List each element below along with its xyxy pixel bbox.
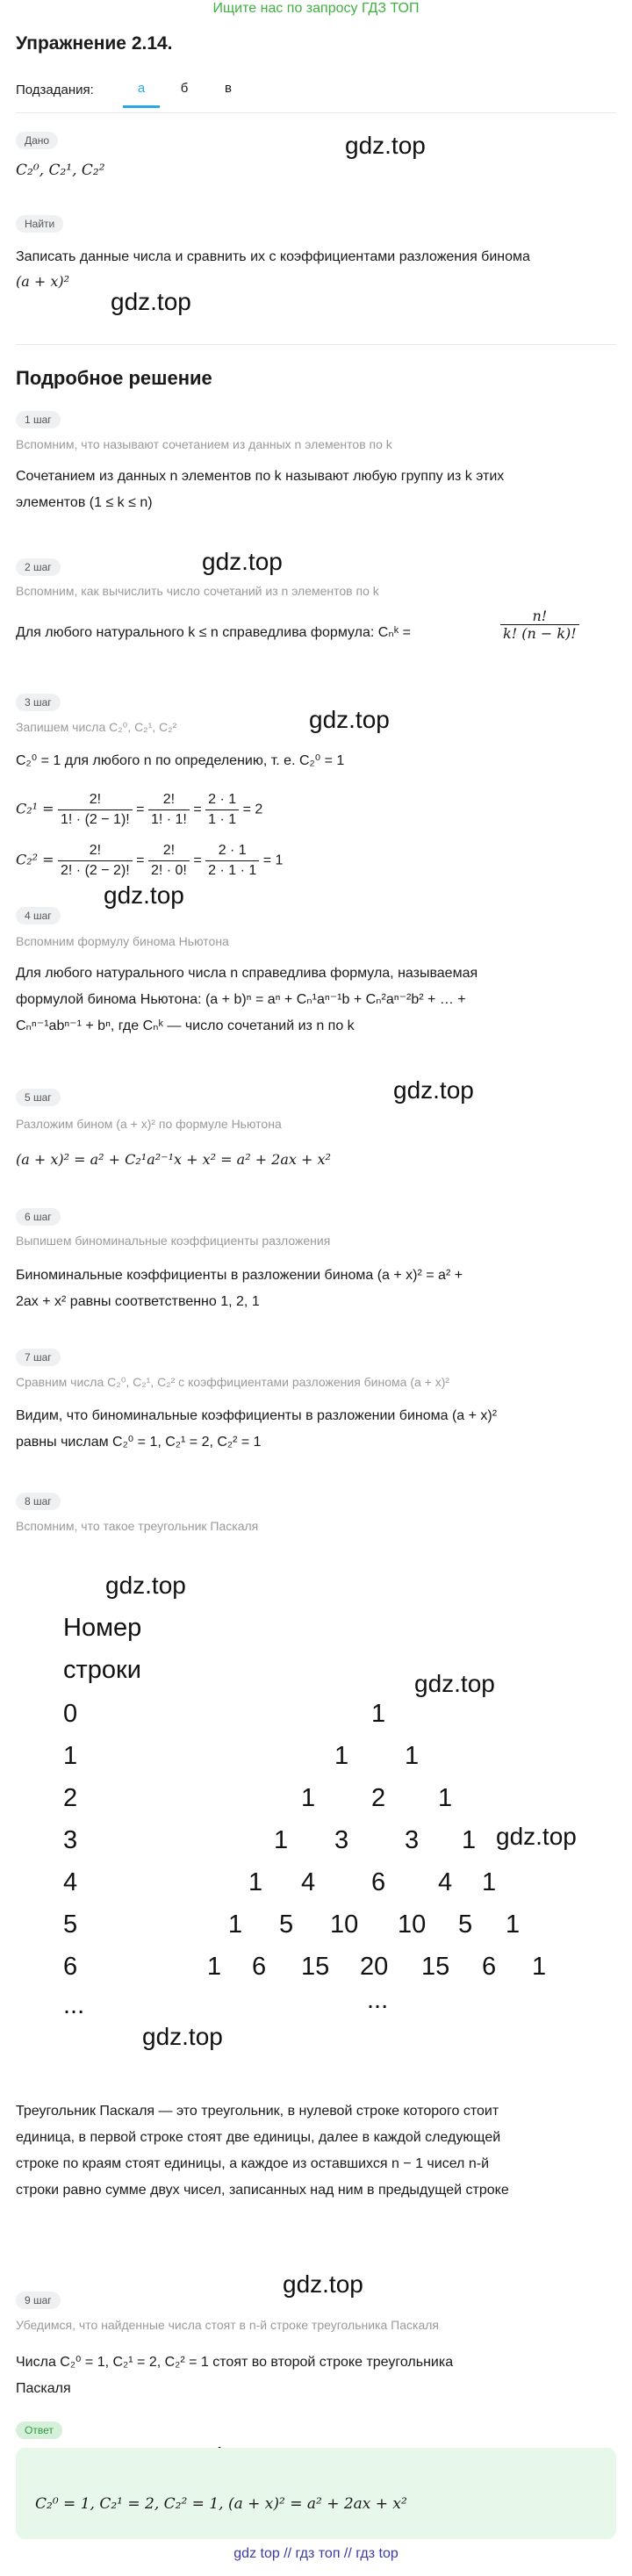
given-chip: Дано [16, 132, 58, 149]
step-hint: Вспомним, как вычислить число сочетаний из n элементов по k [16, 584, 379, 598]
answer-chip: Ответ [16, 2421, 62, 2439]
pascal-cell: 1 [228, 1910, 243, 1939]
watermark: gdz.top [393, 1076, 474, 1104]
page-title: Упражнение 2.14. [16, 33, 173, 54]
step-chip: 7 шаг [16, 1349, 61, 1366]
step-body: строке по краям стоят единицы, а каждое из оставшихся n − 1 чисел n-й [16, 2156, 489, 2171]
watermark: gdz.top [105, 1572, 186, 1599]
step-body: равны числам C₂⁰ = 1, C₂¹ = 2, C₂² = 1 [16, 1435, 262, 1450]
watermark: gdz.top [104, 881, 184, 909]
find-chip: Найти [16, 215, 63, 233]
step-body: Для любого натурального k ≤ n справедлива формула: Cₙᵏ = [16, 625, 411, 640]
pascal-row-number: 0 [63, 1700, 78, 1728]
find-math: (a + x)² [16, 273, 70, 290]
watermark: gdz.top [111, 288, 191, 315]
watermark: gdz.top [202, 548, 283, 575]
pascal-cell: 10 [398, 1910, 427, 1939]
pascal-cell: 1 [482, 1868, 497, 1896]
pascal-cell: 1 [207, 1953, 222, 1981]
fraction-numerator: n! [500, 608, 579, 625]
pascal-cell: 1 [334, 1742, 349, 1770]
formula-fraction [500, 608, 579, 642]
pascal-cell: 1 [462, 1826, 477, 1854]
step-hint: Разложим бином (a + x)² по формуле Ньютона [16, 1117, 282, 1131]
pascal-cell: 2 [371, 1784, 386, 1812]
promo-banner[interactable]: Ищите нас по запросу ГДЗ ТОП [212, 1, 420, 16]
solution-heading: Подробное решение [16, 367, 212, 389]
step-chip: 8 шаг [16, 1493, 61, 1510]
step-hint: Вспомним, что называют сочетанием из данных n элементов по k [16, 437, 392, 451]
watermark: gdz.top [283, 2270, 363, 2298]
pascal-row-number: 6 [63, 1953, 78, 1981]
step-body: Cₙⁿ⁻¹abⁿ⁻¹ + bⁿ, где Cₙᵏ — число сочетаний из n по k [16, 1018, 355, 1033]
step-body: (a + x)² = a² + C₂¹a²⁻¹x + x² = a² + 2ax + x² [16, 1151, 331, 1168]
pascal-cell: 1 [274, 1826, 289, 1854]
step-body: Паскаля [16, 2381, 71, 2396]
step-body: Треугольник Паскаля — это треугольник, в нулевой строке которого стоит [16, 2104, 499, 2119]
pascal-cell: 1 [248, 1868, 263, 1896]
given-values: C₂⁰, C₂¹, C₂² [16, 162, 105, 179]
watermark: gdz.top [496, 1823, 577, 1850]
subtasks-label: Подзадания: [16, 83, 94, 97]
find-text: Записать данные числа и сравнить их с коэффициентами разложения бинома [16, 249, 530, 264]
divider [16, 112, 616, 113]
pascal-cell: 4 [301, 1868, 316, 1896]
step-body: Видим, что биноминальные коэффициенты в разложении бинома (a + x)² [16, 1408, 498, 1423]
pascal-cell: 1 [371, 1700, 386, 1728]
step-body: единица, в первой строке стоят две единицы, далее в каждой следующей [16, 2130, 501, 2145]
c22-formula: C₂² = $\frac{2!}{2! \cdot (2 - 2)!}$ = $\frac{2!}{2! \cdot 0!}$ = $\frac{2 \cdot 1}{2 \cdot 1 \cdot 1}$ = 1 [16, 843, 284, 878]
step-hint: Вспомним формулу бинома Ньютона [16, 934, 229, 948]
watermark: gdz.top [309, 706, 390, 733]
step-chip: 1 шаг [16, 411, 61, 428]
step-body: Биноминальные коэффициенты в разложении бинома (a + x)² = a² + [16, 1268, 463, 1283]
step-hint: Выпишем биноминальные коэффициенты разложения [16, 1234, 331, 1248]
pascal-cell: 1 [506, 1910, 521, 1939]
answer-text: C₂⁰ = 1, C₂¹ = 2, C₂² = 1, (a + x)² = a² + 2ax + x² [35, 2495, 407, 2513]
step-chip: 9 шаг [16, 2292, 61, 2309]
tab-v[interactable]: в [225, 81, 232, 96]
pascal-cell: 20 [360, 1953, 389, 1981]
pascal-row-number: 2 [63, 1784, 78, 1812]
step-hint: Запишем числа C₂⁰, C₂¹, C₂² [16, 720, 177, 734]
pascal-cell: 1 [532, 1953, 547, 1981]
step-chip: 2 шаг [16, 558, 61, 576]
footer-links[interactable]: gdz top // гдз топ // гдз top [233, 2546, 399, 2561]
watermark: gdz.top [345, 132, 426, 159]
step-chip: 6 шаг [16, 1208, 61, 1226]
pascal-cell: ... [367, 1986, 389, 2014]
pascal-row-number: 5 [63, 1910, 78, 1939]
step-hint: Вспомним, что такое треугольник Паскаля [16, 1519, 259, 1533]
pascal-cell: 1 [301, 1784, 316, 1812]
watermark: gdz.top [414, 1670, 495, 1697]
step-body: Сочетанием из данных n элементов по k называют любую группу из k этих [16, 469, 505, 484]
step-chip: 4 шаг [16, 907, 61, 925]
fraction-denominator: k! (n − k)! [503, 625, 577, 642]
step-body: формулой бинома Ньютона: (a + b)ⁿ = aⁿ + Cₙ¹aⁿ⁻¹b + Cₙ²aⁿ⁻²b² + … + [16, 992, 466, 1007]
pascal-cell: 5 [279, 1910, 294, 1939]
pascal-cell: 4 [438, 1868, 453, 1896]
pascal-header-2: строки [63, 1656, 141, 1684]
step-hint: Убедимся, что найденные числа стоят в n-й строке треугольника Паскаля [16, 2318, 439, 2332]
pascal-cell: 3 [334, 1826, 349, 1854]
pascal-cell: 15 [421, 1953, 450, 1981]
pascal-row-number: 1 [63, 1742, 78, 1770]
pascal-row-number: 4 [63, 1868, 78, 1896]
c21-formula: C₂¹ = $\frac{2!}{1! \cdot (2 - 1)!}$ = $\frac{2!}{1! \cdot 1!}$ = $\frac{2 \cdot 1}{1 \cdot 1}$ = 2 [16, 792, 263, 827]
pascal-cell: 6 [252, 1953, 267, 1981]
pascal-cell: 5 [458, 1910, 473, 1939]
tab-b[interactable]: б [180, 81, 189, 96]
step-chip: 3 шаг [16, 694, 61, 711]
step-body: Для любого натурального числа n справедлива формула, называемая [16, 966, 478, 981]
pascal-row-number: ... [63, 1991, 85, 2019]
pascal-cell: 6 [482, 1953, 497, 1981]
step-hint: Сравним числа C₂⁰, C₂¹, C₂² с коэффициентами разложения бинома (a + x)² [16, 1375, 450, 1389]
pascal-row-number: 3 [63, 1826, 78, 1854]
step-body: C₂⁰ = 1 для любого n по определению, т. е. C₂⁰ = 1 [16, 753, 345, 768]
pascal-cell: 10 [330, 1910, 359, 1939]
step-body: 2ax + x² равны соответственно 1, 2, 1 [16, 1294, 260, 1309]
pascal-cell: 15 [301, 1953, 330, 1981]
tab-a[interactable]: а [137, 81, 146, 96]
step-body: Числа C₂⁰ = 1, C₂¹ = 2, C₂² = 1 стоят во второй строке треугольника [16, 2355, 454, 2370]
divider [16, 344, 616, 345]
step-body: строки равно сумме двух чисел, записанных над ним в предыдущей строке [16, 2183, 509, 2198]
step-chip: 5 шаг [16, 1089, 61, 1106]
pascal-cell: 1 [438, 1784, 453, 1812]
watermark: gdz.top [142, 2023, 223, 2050]
tab-underline [123, 105, 160, 108]
pascal-header-1: Номер [63, 1614, 142, 1642]
pascal-cell: 6 [371, 1868, 386, 1896]
step-body: элементов (1 ≤ k ≤ n) [16, 495, 153, 510]
pascal-cell: 1 [405, 1742, 420, 1770]
pascal-cell: 3 [405, 1826, 420, 1854]
